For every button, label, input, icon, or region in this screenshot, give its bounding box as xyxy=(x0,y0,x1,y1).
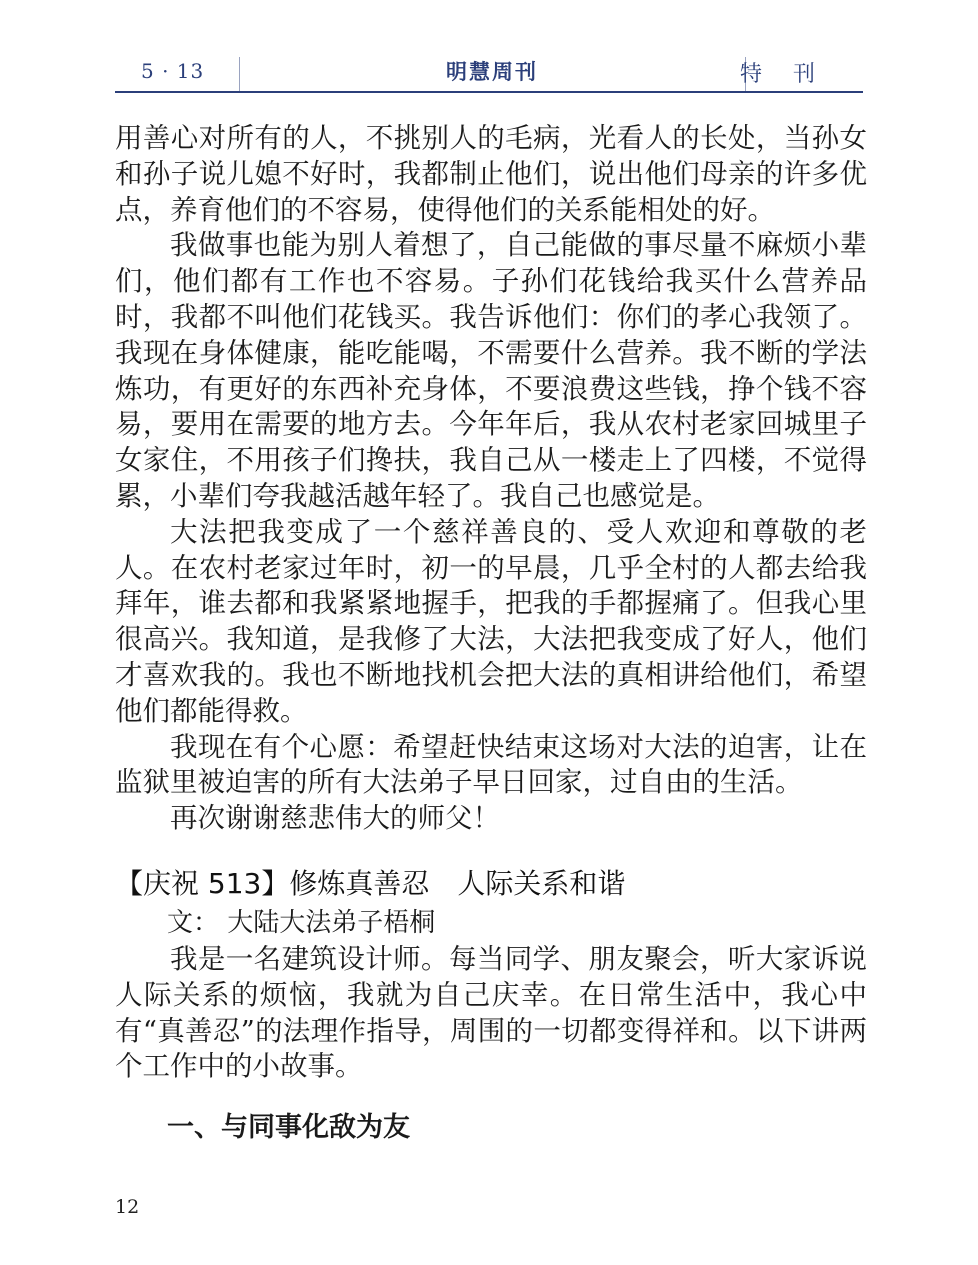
article-intro: 我是一名建筑设计师。每当同学、朋友聚会，听大家诉说人际关系的烦恼，我就为自己庆幸。在日常生活中，我心中有“真善忍”的法理作指导，周围的一切都变得祥和。以下讲两个工作中的小故事。 xyxy=(115,942,867,1083)
header-rule xyxy=(115,91,863,93)
issue-date: 5 · 13 xyxy=(141,59,205,83)
section-label: 特 刊 xyxy=(740,62,827,87)
body-paragraph: 我做事也能为别人着想了，自己能做的事尽量不麻烦小辈们，他们都有工作也不容易。子孙们花钱给我买什么营养品时，我都不叫他们花钱买。我告诉他们：你们的孝心我领了。我现在身体健康，能吃能喝，不需要什么营养。我不断的学法炼功，有更好的东西补充身体，不要浪费这些钱，挣个钱不容易，要用在需要的地方去。今年年后，我从农村老家回城里子女家住，不用孩子们搀扶，我自己从一楼走上了四楼，不觉得累，小辈们夸我越活越年轻了。我自己也感觉是。 xyxy=(115,229,867,512)
page-number: 12 xyxy=(115,1196,140,1218)
running-header xyxy=(115,55,863,93)
article-byline: 文： 大陆大法弟子梧桐 xyxy=(167,907,436,938)
section-subheading: 一、与同事化敌为友 xyxy=(167,1112,410,1144)
body-paragraph: 用善心对所有的人，不挑别人的毛病，光看人的长处，当孙女和孙子说儿媳不好时，我都制止他们，说出他们母亲的许多优点，养育他们的不容易，使得他们的关系能相处的好。 xyxy=(115,122,867,226)
body-paragraph: 我现在有个心愿：希望赶快结束这场对大法的迫害，让在监狱里被迫害的所有大法弟子早日回家，过自由的生活。 xyxy=(115,730,867,799)
page-content xyxy=(115,121,867,1147)
body-paragraph: 大法把我变成了一个慈祥善良的、受人欢迎和尊敬的老人。在农村老家过年时，初一的早晨，几乎全村的人都去给我拜年，谁去都和我紧紧地握手，把我的手都握痛了。但我心里很高兴。我知道，是我修了大法，大法把我变成了好人，他们才喜欢我的。我也不断地找机会把大法的真相讲给他们，希望他们都能得救。 xyxy=(115,515,867,727)
article-title: 【庆祝 513】修炼真善忍 人际关系和谐 xyxy=(115,866,626,900)
publication-title: 明慧周刊 xyxy=(446,60,538,84)
body-paragraph: 再次谢谢慈悲伟大的师父！ xyxy=(170,802,500,835)
